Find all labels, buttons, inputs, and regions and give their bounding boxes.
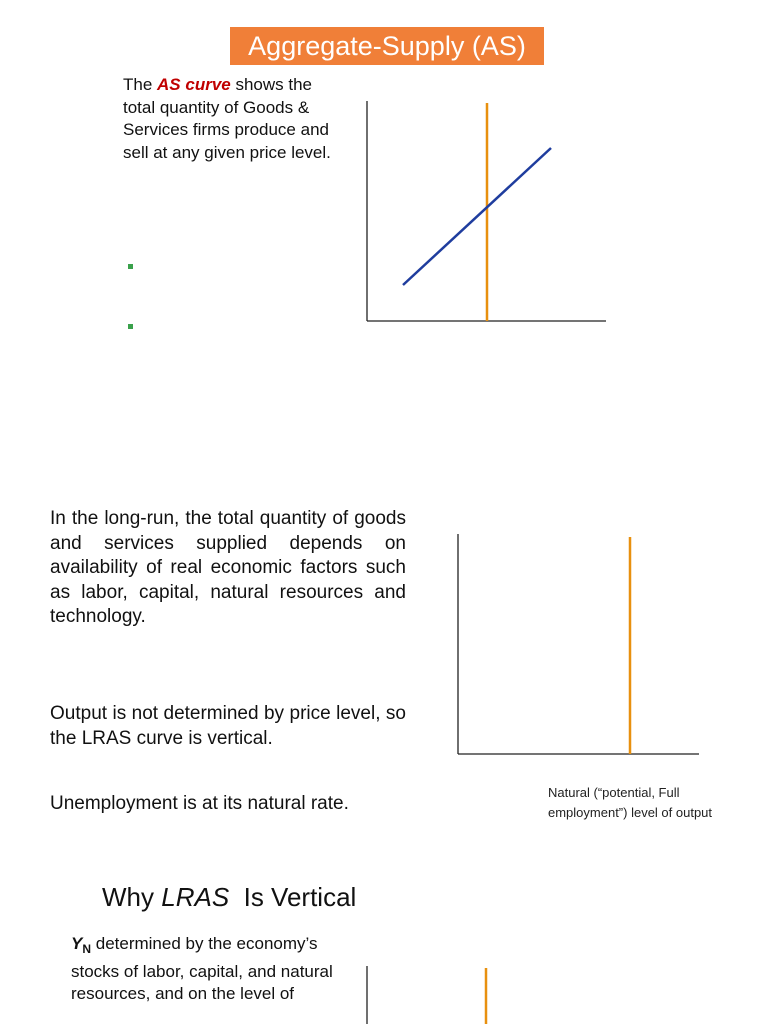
yn-subscript: N	[82, 942, 92, 956]
why-title-pre: Why	[102, 882, 162, 912]
why-lras-diagram	[367, 966, 486, 1024]
yn-symbol: Y	[71, 934, 83, 953]
yn-text: determined by the economy’s stocks of labor, capital, and natural resources, and on the level of	[71, 934, 333, 1003]
output-paragraph: Output is not determined by price level, so the LRAS curve is vertical.	[50, 703, 406, 749]
as-definition-pre: The	[123, 75, 158, 94]
natural-output-caption: Natural (“potential, Full employment”) level of output	[548, 785, 713, 820]
page-title: Aggregate-Supply (AS)	[230, 27, 544, 65]
as-diagram	[367, 101, 606, 321]
unemployment-paragraph: Unemployment is at its natural rate.	[50, 793, 349, 814]
as-definition-post: shows the total quantity of Goods & Services firms produce and sell at any given price level.	[123, 75, 331, 162]
yn-paragraph	[71, 933, 336, 1006]
sras-upward-line	[403, 148, 551, 285]
why-lras-heading	[102, 880, 356, 914]
lras-diagram	[458, 534, 699, 754]
why-title-post: Is Vertical	[229, 882, 357, 912]
as-curve-highlight-text: AS curve	[157, 75, 231, 94]
long-run-paragraph: In the long-run, the total quantity of goods and services supplied depends on availability of real economic factors such as labor, capital, natural resources and technology.	[50, 508, 406, 627]
why-title-lras: LRAS	[161, 882, 230, 912]
